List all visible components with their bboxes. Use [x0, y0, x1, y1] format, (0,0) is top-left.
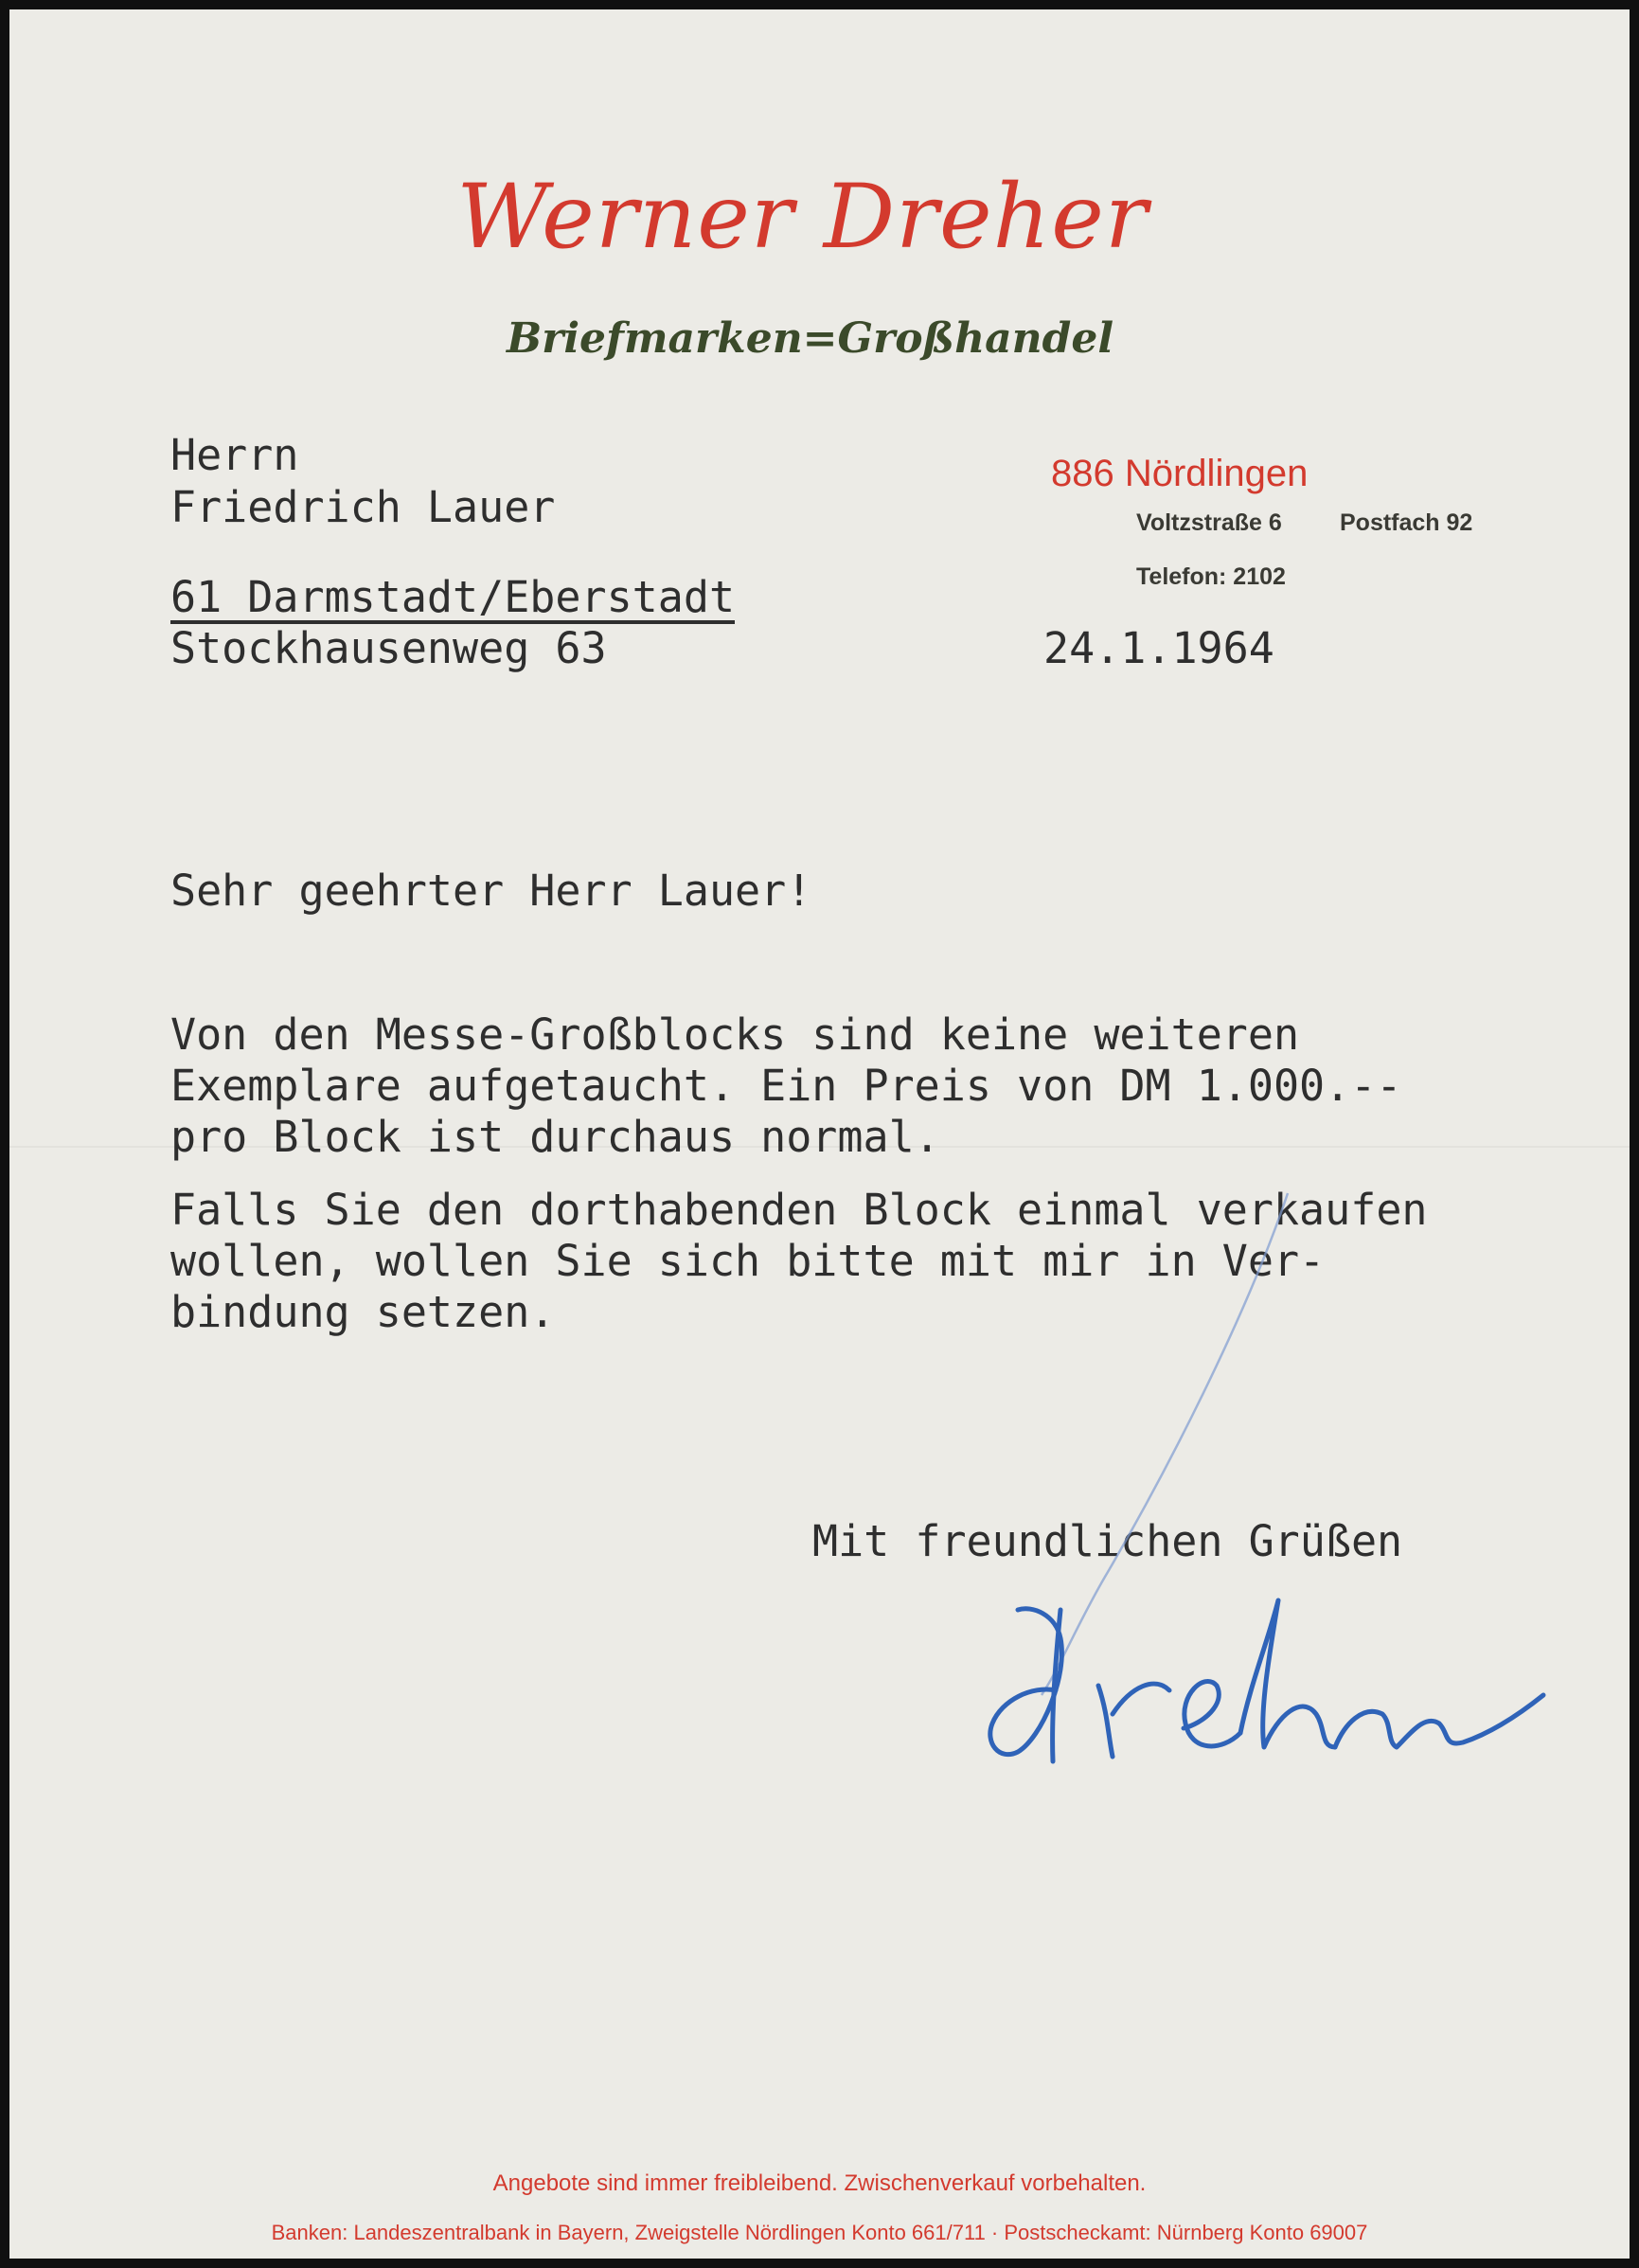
- paragraph1-line2: Exemplare aufgetaucht. Ein Preis von DM 1.000.--: [170, 1061, 1402, 1111]
- greeting: Sehr geehrter Herr Lauer!: [170, 866, 812, 916]
- letter-paper: [9, 9, 1630, 2259]
- sender-postbox: Postfach 92: [1340, 509, 1473, 536]
- paragraph1-line1: Von den Messe-Großblocks sind keine weiteren: [170, 1009, 1300, 1060]
- recipient-title: Herrn: [170, 430, 299, 480]
- paragraph1-line3: pro Block ist durchaus normal.: [170, 1112, 940, 1162]
- recipient-name: Friedrich Lauer: [170, 482, 556, 532]
- signature-image: [966, 1572, 1553, 1818]
- recipient-street: Stockhausenweg 63: [170, 623, 607, 673]
- company-name: Werner Dreher: [456, 166, 1149, 269]
- recipient-city: 61 Darmstadt/Eberstadt: [170, 572, 736, 622]
- sender-phone: Telefon: 2102: [1136, 563, 1286, 590]
- sender-city: 886 Nördlingen: [1051, 453, 1309, 494]
- paragraph2-line1: Falls Sie den dorthabenden Block einmal verkaufen: [170, 1185, 1428, 1235]
- company-subtitle: Briefmarken=Großhandel: [506, 314, 1114, 363]
- letter-date: 24.1.1964: [1043, 623, 1274, 673]
- footer-terms: Angebote sind immer freibleibend. Zwischenverkauf vorbehalten.: [492, 2170, 1147, 2196]
- closing: Mit freundlichen Grüßen: [812, 1516, 1403, 1566]
- sender-street: Voltzstraße 6: [1136, 509, 1282, 536]
- footer-banks: Banken: Landeszentralbank in Bayern, Zweigstelle Nördlingen Konto 661/711 · Postscheckamt: Nürnberg Konto 69007: [271, 2221, 1368, 2244]
- paragraph2-line2: wollen, wollen Sie sich bitte mit mir in Ver-: [170, 1236, 1326, 1286]
- paragraph2-line3: bindung setzen.: [170, 1287, 556, 1337]
